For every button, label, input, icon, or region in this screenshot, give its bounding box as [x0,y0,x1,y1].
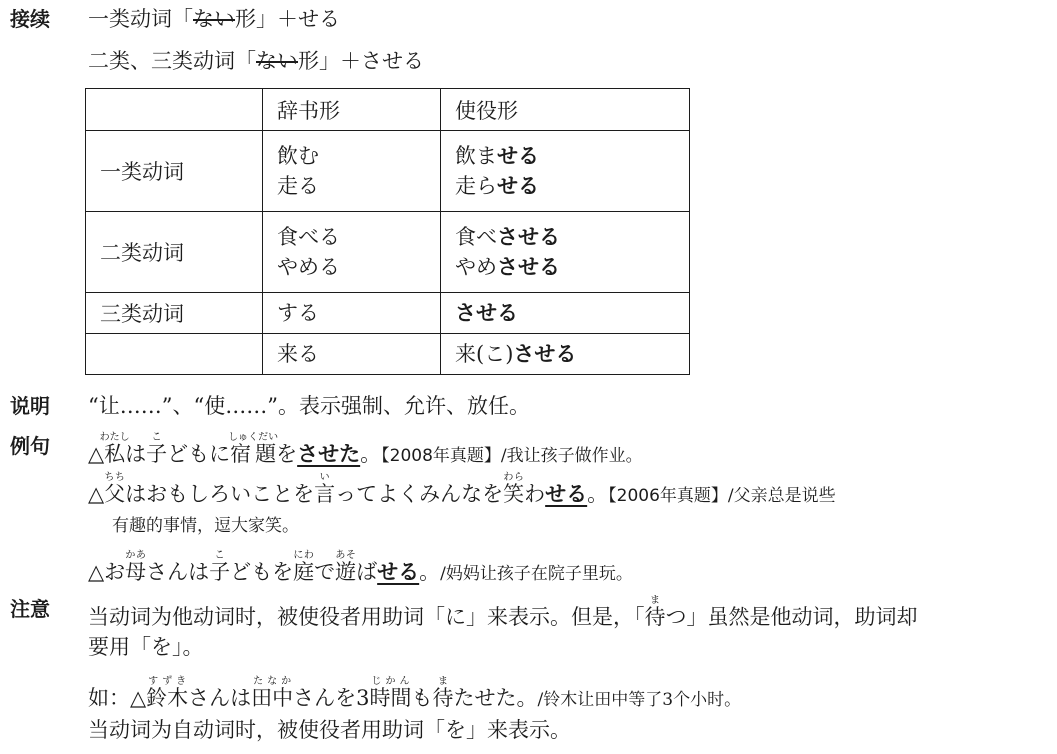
triangle-mark: △ [88,560,105,584]
exam-source: 【2006年真题】 [608,486,728,506]
dictionary-form-cell [263,293,441,334]
example-sentence-3 [88,550,633,588]
kanji: 子 [209,560,231,584]
struck-nai: ない [193,7,235,31]
causative-stem: 来(こ) [455,342,514,366]
causative-ending: せる [497,144,539,168]
causative-stem: 飲ま [455,144,497,168]
furigana-word [314,472,336,506]
translation-continued: 有趣的事情，逗大家笑。 [112,516,299,536]
causative-stem: 食べ [455,225,497,249]
kanji: 笑 [503,482,525,506]
sentence-text: わ [524,482,546,506]
sentence-text: お [104,560,126,584]
table-header-row [86,89,690,131]
section-label-connection: 接续 [10,7,50,31]
section-label-examples: 例句 [10,434,50,458]
furigana-word [99,432,130,466]
causative-form [455,141,689,171]
sentence-text: 。 [587,482,609,506]
kanji: 遊 [335,560,357,584]
dictionary-form: 走る [277,174,319,198]
causative-ending: せる [497,174,539,198]
causative-form [455,171,689,201]
section-label-note: 注意 [10,597,50,621]
causative-ending: させる [497,255,560,279]
furigana-word [503,472,525,506]
connection-rule-2 [88,47,424,75]
rule-text: 一类动词「 [88,7,193,31]
translation: /妈妈让孩子在院子里玩。 [440,564,633,584]
kanji: 宿題 [228,442,279,466]
sentence-text: はおもしろいことを [125,482,315,506]
triangle-mark: △ [88,442,105,466]
sentence-text: は [125,442,147,466]
furigana: かあ [125,550,147,561]
table-row [86,334,690,375]
dictionary-form-cell [263,131,441,212]
dictionary-form: 来る [277,342,319,366]
sentence-text: ってよくみんなを [335,482,504,506]
header-cell: 使役形 [441,89,690,131]
sentence-text: どもに [167,442,231,466]
causative-ending: させる [455,301,518,325]
exam-source: 【2008年真题】 [381,446,501,466]
furigana: しゅくだい [228,432,279,443]
dictionary-form: 飲む [277,144,319,168]
note-text: 如：△ [88,686,147,710]
kanji: 父 [104,482,126,506]
furigana: ま [432,676,454,687]
furigana-word [104,472,126,506]
furigana-word [146,432,168,466]
causative-form-cell [441,293,690,334]
note-text: さんを3 [293,686,370,710]
furigana: わら [503,472,525,483]
kanji: 時間 [369,686,412,710]
furigana-word [644,595,666,629]
translation: /我让孩子做作业。 [500,446,643,466]
dictionary-form-cell [263,212,441,293]
table-row [86,293,690,334]
sentence-text: で [314,560,336,584]
kanji: 私 [99,442,130,466]
dictionary-form-cell [263,334,441,375]
kanji: 庭 [293,560,315,584]
causative-ending: させる [497,225,560,249]
furigana-word [251,676,294,710]
rule-text: 二类、三类动词「 [88,49,256,73]
furigana: じかん [369,676,412,687]
furigana-word [146,676,189,710]
furigana: にわ [293,550,315,561]
furigana: たなか [251,676,294,687]
furigana: こ [209,550,231,561]
furigana-word [209,550,231,584]
sentence-text: 。 [419,560,441,584]
verb-group-cell [86,334,263,375]
verb-group-cell: 一类动词 [86,131,263,212]
kanji: 待 [644,605,666,629]
note-example [88,676,741,714]
note-line-1 [88,595,918,631]
sentence-text: ば [356,560,378,584]
example-sentence-2 [88,472,836,510]
section-label-explanation: 说明 [10,394,50,418]
underlined-causative: せる [545,482,588,506]
translation: /铃木让田中等了3个小时。 [537,690,742,710]
causative-form-cell [441,212,690,293]
note-text: つ」虽然是他动词，助词却 [665,605,918,629]
note-text: 当动词为他动词时，被使役者用助词「に」来表示。但是，「 [88,605,645,629]
furigana-word [125,550,147,584]
kanji: 田中 [251,686,294,710]
header-cell [86,89,263,131]
sentence-text: 。 [360,442,382,466]
sentence-text: を [276,442,298,466]
verb-group-cell: 二类动词 [86,212,263,293]
furigana-word [369,676,412,710]
furigana-word [293,550,315,584]
kanji: 母 [125,560,147,584]
furigana-word [335,550,357,584]
kanji: 鈴木 [146,686,189,710]
struck-nai: ない [256,49,298,73]
furigana: すずき [146,676,189,687]
dictionary-form: する [277,301,319,325]
sentence-text: どもを [230,560,294,584]
underlined-causative: せる [377,560,420,584]
rule-text: 形」＋せる [235,7,340,31]
furigana: ま [644,595,666,606]
sentence-text: さんは [146,560,210,584]
note-line-2: 要用「を」。 [88,635,204,659]
note-line-4: 当动词为自动词时，被使役者用助词「を」来表示。 [88,718,571,742]
example-sentence-1 [88,432,643,470]
header-cell: 辞书形 [263,89,441,131]
causative-stem: 走ら [455,174,497,198]
note-text: さんは [188,686,252,710]
dictionary-form: 食べる [277,225,340,249]
explanation-text: “让……”、“使……”。表示强制、允许、放任。 [88,394,530,418]
furigana: こ [146,432,168,443]
causative-form [455,252,689,282]
furigana-word [228,432,279,466]
kanji: 子 [146,442,168,466]
causative-stem: やめ [455,255,497,279]
verb-group-cell: 三类动词 [86,293,263,334]
furigana: わたし [99,432,130,443]
conjugation-table [85,88,690,375]
causative-form [455,222,689,252]
note-text: も [411,686,433,710]
furigana: あそ [335,550,357,561]
causative-form [455,298,689,328]
furigana: ちち [104,472,126,483]
table-row [86,131,690,212]
causative-ending: させる [513,342,577,366]
furigana-word [432,676,454,710]
triangle-mark: △ [88,482,105,506]
kanji: 言 [314,482,336,506]
kanji: 待 [432,686,454,710]
connection-rule-1 [88,5,340,33]
causative-form [455,339,689,369]
dictionary-form: やめる [277,255,340,279]
translation: /父亲总是说些 [727,486,836,506]
underlined-causative: させた [297,442,361,466]
causative-form-cell [441,334,690,375]
rule-text: 形」＋させる [298,49,424,73]
furigana: い [314,472,336,483]
table-row [86,212,690,293]
note-text: たせた。 [453,686,538,710]
causative-form-cell [441,131,690,212]
